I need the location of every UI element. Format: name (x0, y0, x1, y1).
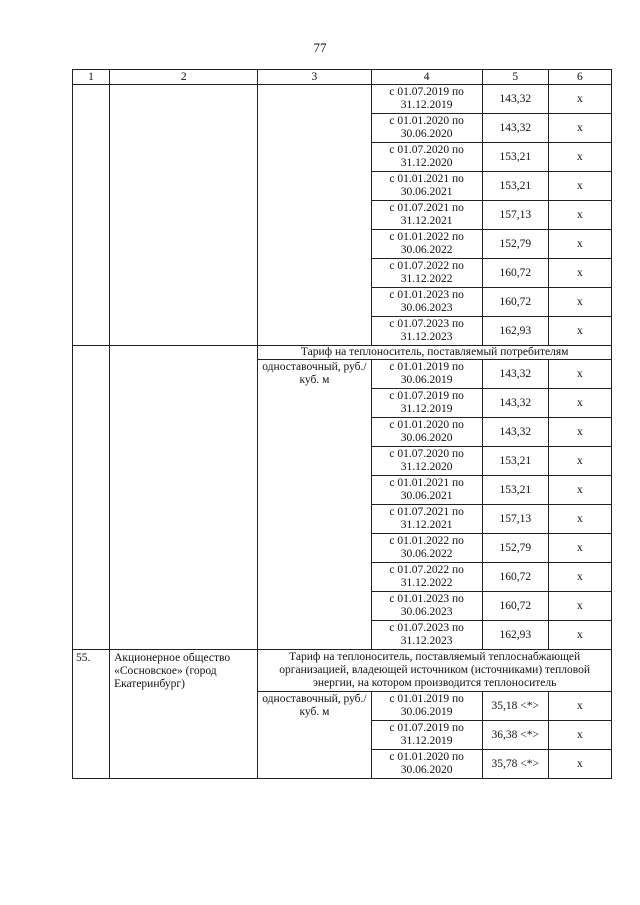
tariff-value-cell: 152,79 (482, 534, 548, 563)
period-cell: с 01.07.2023 по 31.12.2023 (371, 621, 482, 650)
organization-cell: Акционерное общество «Сосновское» (город Екатеринбург) (110, 650, 258, 779)
column6-cell: х (548, 259, 611, 288)
tariff-value-cell: 143,32 (482, 85, 548, 114)
column6-cell: х (548, 505, 611, 534)
column6-cell: х (548, 230, 611, 259)
period-cell: с 01.01.2020 по 30.06.2020 (371, 750, 482, 779)
period-cell: с 01.07.2022 по 31.12.2022 (371, 563, 482, 592)
period-cell: с 01.07.2022 по 31.12.2022 (371, 259, 482, 288)
column6-cell: х (548, 288, 611, 317)
column6-cell: х (548, 621, 611, 650)
column6-cell: х (548, 360, 611, 389)
period-cell: с 01.01.2021 по 30.06.2021 (371, 476, 482, 505)
period-cell: с 01.07.2021 по 31.12.2021 (371, 201, 482, 230)
column6-cell: х (548, 201, 611, 230)
period-cell: с 01.01.2023 по 30.06.2023 (371, 288, 482, 317)
page-number: 77 (313, 40, 327, 55)
column-header-4: 4 (371, 70, 482, 85)
tariff-type-cell: одноставочный, руб./куб. м (258, 360, 371, 650)
tariff-table (72, 69, 612, 779)
tariff-value-cell: 160,72 (482, 592, 548, 621)
period-cell: с 01.01.2022 по 30.06.2022 (371, 230, 482, 259)
continued-tariff-type-cell (258, 85, 371, 346)
column6-cell: х (548, 447, 611, 476)
period-cell: с 01.07.2019 по 31.12.2019 (371, 85, 482, 114)
period-cell: с 01.01.2019 по 30.06.2019 (371, 360, 482, 389)
tariff-value-cell: 153,21 (482, 447, 548, 476)
tariff-value-cell: 162,93 (482, 621, 548, 650)
table-row (73, 85, 612, 114)
column6-cell: х (548, 750, 611, 779)
tariff-value-cell: 35,18 <*> (482, 692, 548, 721)
column6-cell: х (548, 114, 611, 143)
row-number-cell: 55. (73, 650, 110, 779)
tariff-value-cell: 160,72 (482, 259, 548, 288)
column-header-1: 1 (73, 70, 110, 85)
tariff-value-cell: 153,21 (482, 143, 548, 172)
period-cell: с 01.07.2020 по 31.12.2020 (371, 143, 482, 172)
period-cell: с 01.07.2019 по 31.12.2019 (371, 389, 482, 418)
tariff-value-cell: 153,21 (482, 172, 548, 201)
continued-number-cell (73, 85, 110, 346)
tariff-value-cell: 143,32 (482, 114, 548, 143)
column6-cell: х (548, 563, 611, 592)
continued-organization-cell (110, 346, 258, 650)
column6-cell: х (548, 692, 611, 721)
tariff-value-cell: 160,72 (482, 288, 548, 317)
tariff-value-cell: 35,78 <*> (482, 750, 548, 779)
period-cell: с 01.07.2019 по 31.12.2019 (371, 721, 482, 750)
section-header-row (73, 650, 612, 692)
tariff-type-cell: одноставочный, руб./куб. м (258, 692, 371, 779)
tariff-value-cell: 160,72 (482, 563, 548, 592)
column-header-6: 6 (548, 70, 611, 85)
period-cell: с 01.07.2023 по 31.12.2023 (371, 317, 482, 346)
period-cell: с 01.01.2022 по 30.06.2022 (371, 534, 482, 563)
column6-cell: х (548, 85, 611, 114)
period-cell: с 01.01.2020 по 30.06.2020 (371, 114, 482, 143)
tariff-value-cell: 36,38 <*> (482, 721, 548, 750)
tariff-value-cell: 157,13 (482, 505, 548, 534)
continued-organization-cell (110, 85, 258, 346)
section-header: Тариф на теплоноситель, поставляемый потребителям (258, 346, 612, 360)
period-cell: с 01.01.2019 по 30.06.2019 (371, 692, 482, 721)
tariff-value-cell: 153,21 (482, 476, 548, 505)
tariff-value-cell: 143,32 (482, 418, 548, 447)
column-number-row (73, 70, 612, 85)
column6-cell: х (548, 721, 611, 750)
tariff-value-cell: 143,32 (482, 389, 548, 418)
continued-number-cell (73, 346, 110, 650)
column-header-3: 3 (258, 70, 371, 85)
period-cell: с 01.01.2020 по 30.06.2020 (371, 418, 482, 447)
column-header-2: 2 (110, 70, 258, 85)
column6-cell: х (548, 534, 611, 563)
column-header-5: 5 (482, 70, 548, 85)
tariff-value-cell: 157,13 (482, 201, 548, 230)
period-cell: с 01.07.2020 по 31.12.2020 (371, 447, 482, 476)
column6-cell: х (548, 172, 611, 201)
tariff-value-cell: 143,32 (482, 360, 548, 389)
period-cell: с 01.07.2021 по 31.12.2021 (371, 505, 482, 534)
period-cell: с 01.01.2023 по 30.06.2023 (371, 592, 482, 621)
section-header: Тариф на теплоноситель, поставляемый теплоснабжающей организацией, владеющей источником (источниками) тепловой энергии, на котором производится теплоноситель (258, 650, 612, 692)
section-header-row (73, 346, 612, 360)
period-cell: с 01.01.2021 по 30.06.2021 (371, 172, 482, 201)
column6-cell: х (548, 418, 611, 447)
column6-cell: х (548, 592, 611, 621)
column6-cell: х (548, 389, 611, 418)
tariff-value-cell: 152,79 (482, 230, 548, 259)
column6-cell: х (548, 476, 611, 505)
column6-cell: х (548, 143, 611, 172)
tariff-value-cell: 162,93 (482, 317, 548, 346)
column6-cell: х (548, 317, 611, 346)
